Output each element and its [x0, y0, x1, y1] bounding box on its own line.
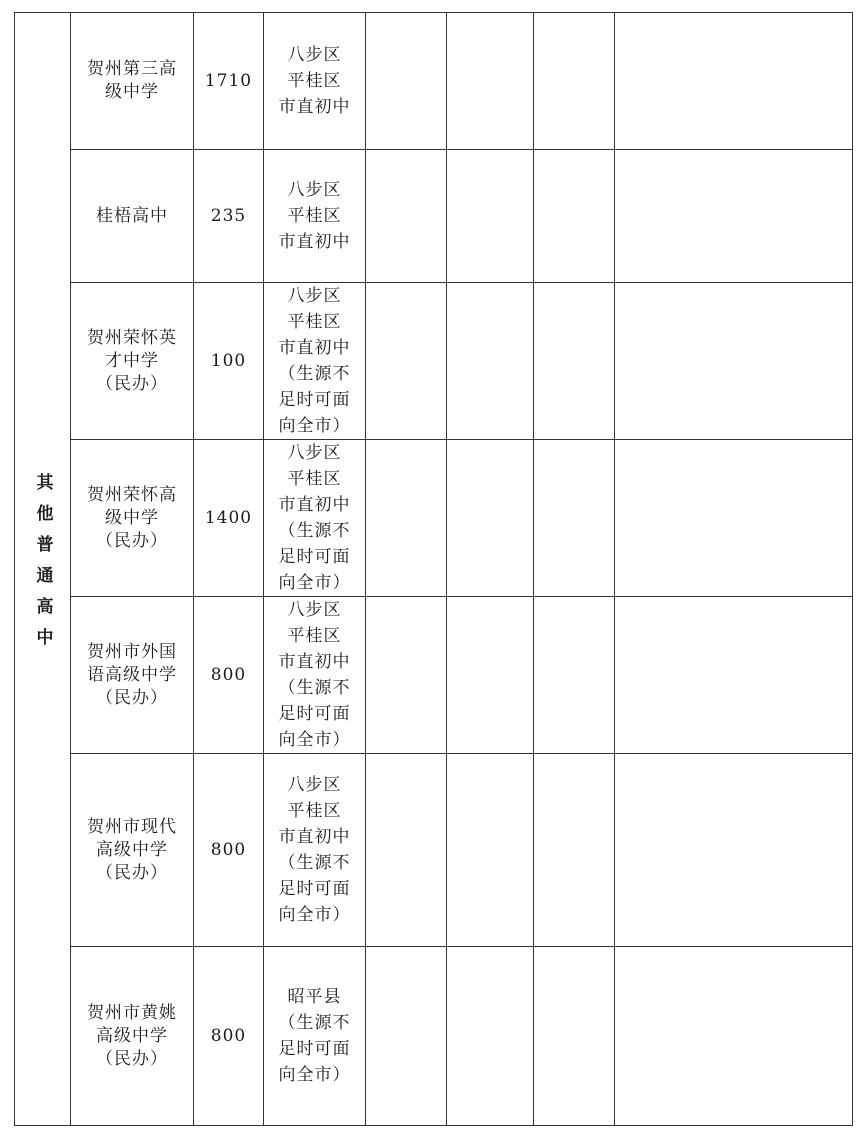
area-cell — [264, 150, 366, 283]
area-cell — [264, 597, 366, 754]
school-name-cell — [71, 597, 194, 754]
enrollment-area: 八步区 平桂区 市直初中 （生源不 足时可面 向全市） — [278, 443, 351, 593]
quota-cell — [194, 283, 264, 440]
empty-cell — [615, 947, 853, 1126]
school-name: 贺州荣怀高 级中学 （民办） — [87, 484, 177, 551]
area-cell — [264, 440, 366, 597]
empty-cell — [366, 754, 447, 947]
quota-value: 800 — [210, 839, 247, 860]
empty-cell — [447, 150, 534, 283]
empty-cell — [534, 150, 615, 283]
empty-cell — [534, 440, 615, 597]
empty-cell — [366, 150, 447, 283]
empty-cell — [447, 13, 534, 150]
quota-value: 1400 — [204, 507, 253, 528]
school-name: 贺州市黄姚 高级中学 （民办） — [87, 1002, 177, 1069]
empty-cell — [615, 283, 853, 440]
school-name-cell — [71, 13, 194, 150]
admissions-table — [14, 12, 853, 1126]
empty-cell — [534, 947, 615, 1126]
table-row — [15, 754, 853, 947]
enrollment-area: 八步区 平桂区 市直初中 （生源不 足时可面 向全市） — [278, 600, 351, 750]
empty-cell — [534, 283, 615, 440]
school-name-cell — [71, 150, 194, 283]
school-name: 贺州第三高 级中学 — [87, 59, 177, 102]
table-row — [15, 150, 853, 283]
empty-cell — [447, 754, 534, 947]
quota-value: 800 — [210, 664, 247, 685]
area-cell — [264, 283, 366, 440]
empty-cell — [366, 947, 447, 1126]
quota-value: 100 — [210, 350, 247, 371]
table-row — [15, 440, 853, 597]
empty-cell — [534, 754, 615, 947]
empty-cell — [366, 597, 447, 754]
empty-cell — [366, 440, 447, 597]
table-row — [15, 283, 853, 440]
enrollment-area: 八步区 平桂区 市直初中 — [278, 45, 351, 117]
school-name-cell — [71, 947, 194, 1126]
school-name-cell — [71, 440, 194, 597]
school-name: 桂梧高中 — [96, 205, 168, 226]
empty-cell — [447, 440, 534, 597]
table-row — [15, 13, 853, 150]
empty-cell — [534, 13, 615, 150]
empty-cell — [615, 150, 853, 283]
empty-cell — [615, 597, 853, 754]
empty-cell — [366, 13, 447, 150]
empty-cell — [534, 597, 615, 754]
quota-value: 235 — [210, 205, 247, 226]
quota-cell — [194, 150, 264, 283]
quota-value: 800 — [210, 1025, 247, 1046]
enrollment-area: 八步区 平桂区 市直初中 — [278, 180, 351, 252]
quota-cell — [194, 754, 264, 947]
school-name: 贺州荣怀英 才中学 （民办） — [87, 327, 177, 394]
empty-cell — [447, 283, 534, 440]
area-cell — [264, 754, 366, 947]
empty-cell — [447, 947, 534, 1126]
enrollment-area: 昭平县 （生源不 足时可面 向全市） — [278, 987, 351, 1085]
empty-cell — [447, 597, 534, 754]
school-name-cell — [71, 754, 194, 947]
table-row — [15, 597, 853, 754]
quota-value: 1710 — [204, 70, 253, 91]
empty-cell — [366, 283, 447, 440]
school-name-cell — [71, 283, 194, 440]
quota-cell — [194, 947, 264, 1126]
enrollment-area: 八步区 平桂区 市直初中 （生源不 足时可面 向全市） — [278, 286, 351, 436]
enrollment-area: 八步区 平桂区 市直初中 （生源不 足时可面 向全市） — [278, 775, 351, 925]
empty-cell — [615, 440, 853, 597]
area-cell — [264, 13, 366, 150]
quota-cell — [194, 440, 264, 597]
quota-cell — [194, 13, 264, 150]
empty-cell — [615, 754, 853, 947]
quota-cell — [194, 597, 264, 754]
empty-cell — [615, 13, 853, 150]
table-row — [15, 947, 853, 1126]
school-name: 贺州市外国 语高级中学 （民办） — [87, 641, 177, 708]
category-label: 其他普通高中 — [32, 472, 53, 659]
category-cell — [15, 13, 71, 1126]
area-cell — [264, 947, 366, 1126]
school-name: 贺州市现代 高级中学 （民办） — [87, 816, 177, 883]
